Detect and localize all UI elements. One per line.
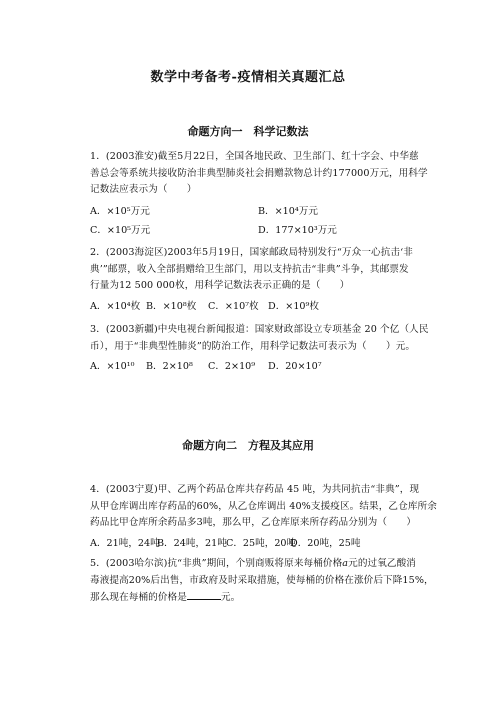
option-a: A．×10⁵万元 [90,206,150,217]
question-4-options [90,536,420,553]
question-1-line: 记数法应表示为（ ） [90,184,197,195]
question-2-line: 2．(2003海淀区)2003年5月19日，国家邮政局特别发行“万众一心抗击‘非 [90,247,413,258]
question-5-line [90,556,416,573]
option-c: C．×10⁵万元 [90,225,151,236]
option-a: A．×10¹⁰ [90,361,135,372]
question-4 [90,482,437,532]
question-1-options-row-1 [90,204,420,221]
question-4-line: 从甲仓库调出库存药品的60%，从乙仓库调出 40%支援疫区。结果，乙仓库所余 [90,500,437,512]
question-3-line: 币），用于“非典型性肺炎”的防治工作，用科学记数法可表示为（ ）元。 [90,340,416,352]
question-5 [90,556,434,607]
section-heading-1: 命题方向一 科学记数法 [187,125,309,138]
question-3-options [90,359,420,376]
question-2-options [90,299,420,316]
question-3-line: 3．(2003新疆)中央电视台新闻报道：国家财政部设立专项基金 20 个亿（人民 [90,324,429,335]
question-2-line: 典’”邮票，收入全部捐赠给卫生部门，用以支持抗击“非典”斗争，其邮票发 [90,263,409,275]
document-title: 数学中考备考-疫情相关真题汇总 [150,70,346,85]
option-b: B．24吨，21吨 [157,538,227,549]
question-4-line: 4．(2003宁夏)甲、乙两个药品仓库共存药品 45 吨，为共同抗击“非典”，现 [90,484,420,495]
question-5-text: 那么现在每桶的价格是 [90,592,187,603]
option-c: C．2×10⁹ [208,361,256,372]
option-b: B．2×10⁸ [146,361,193,372]
question-2 [90,245,412,295]
question-5-text: 元。 [220,592,241,603]
answer-blank [187,589,221,600]
option-d: D．×10⁹枚 [268,301,319,312]
question-5-text: 5．(2003哈尔滨)抗“非典”期间，个别商贩将原来每桶价格 [90,558,343,569]
option-b: B．×10⁴万元 [258,206,318,217]
question-5-text: 元的过氧乙酸消 [348,558,416,569]
question-3 [90,322,429,355]
price-variable: a [342,558,349,569]
question-1-line: 善总会等系统共接收防治非典型肺炎社会捐赠款物总计约177000万元，用科学 [90,167,428,179]
option-d: D．20×10⁷ [268,361,322,372]
option-d: D．20吨，25吨 [290,538,361,549]
question-1-line: 1．(2003淮安)截至5月22日，全国各地民政、卫生部门、红十字会、中华慈 [90,151,419,162]
question-2-line: 行量为12 500 000枚，用科学记数法表示正确的是（ ） [90,280,350,291]
option-b: B．×10⁸枚 [146,301,197,312]
question-5-line [90,589,412,607]
question-5-line: 毒液提高20%后出售，市政府及时采取措施，使每桶的价格在涨价后下降15%， [90,574,434,586]
option-a: A．21吨，24吨 [90,538,160,549]
question-4-line: 药品比甲仓库所余药品多3吨，那么甲，乙仓库原来所存药品分别为（ ） [90,517,417,528]
option-d: D．177×10³万元 [258,225,337,236]
option-a: A．×10⁴枚 [90,301,141,312]
section-heading-2: 命题方向二 方程及其应用 [182,439,314,452]
option-c: C．25吨，20吨 [226,538,297,549]
option-c: C．×10⁷枚 [208,301,259,312]
question-1 [90,149,428,199]
question-1-options-row-2 [90,223,420,240]
